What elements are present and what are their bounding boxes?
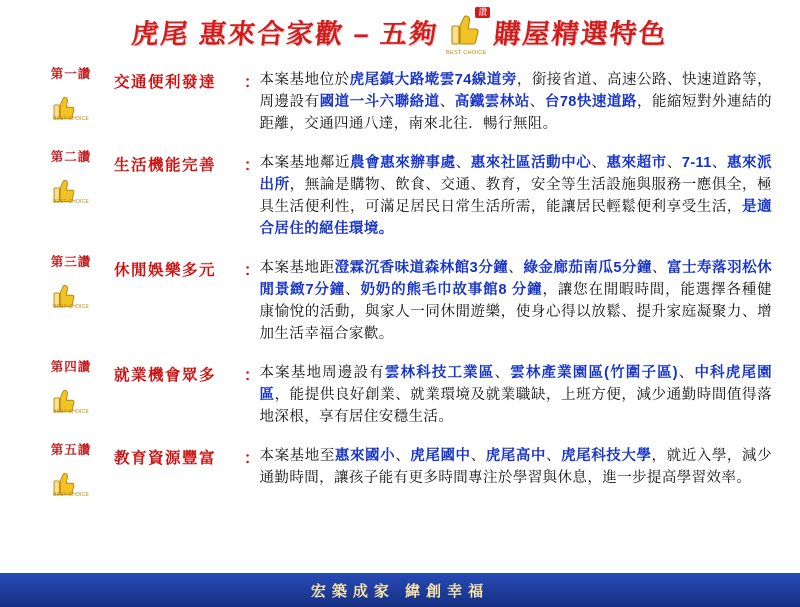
highlighted-text: 雲林科技工業區 (384, 365, 495, 382)
body-text: 、 (711, 155, 727, 172)
best-choice-badge (38, 458, 104, 498)
badge-caption: BEST CHOICE (52, 115, 89, 122)
highlighted-text: 澄霖沉香味道森林館3分鐘 (334, 260, 509, 277)
feature-row (28, 66, 772, 135)
feature-row (28, 149, 772, 240)
rank-label: 第五讚 (50, 443, 92, 458)
highlighted-text: 奶奶的熊毛巾故事館8 分鐘 (360, 282, 543, 299)
badge-caption-header: BEST CHOICE (446, 50, 487, 56)
body-text: ，銜接省道、高速公路、快速道路等，周邊設有 (259, 72, 772, 111)
body-text: ，能縮短對外連結的距離，交通四通八達，南來北往．暢行無阻。 (259, 94, 772, 133)
highlighted-text: 農會惠來辦事處 (350, 155, 456, 172)
feature-subject: 休閒娛樂多元 (114, 262, 217, 280)
footer-slogan: 宏築成家 緯創幸福 (310, 582, 490, 600)
highlighted-text: 是適合居住的絕佳環境。 (259, 199, 772, 238)
best-choice-badge (38, 82, 104, 122)
badge-caption: BEST CHOICE (52, 198, 89, 205)
feature-body (260, 66, 772, 135)
highlighted-text: 惠來派出所 (259, 155, 773, 194)
highlighted-text: 惠來社區活動中心 (470, 155, 592, 172)
feature-body (260, 254, 772, 345)
body-text: 本案基地周邊設有 (259, 365, 385, 382)
feature-list (0, 62, 800, 498)
feature-colon: ： (244, 367, 260, 385)
body-text: 、 (455, 155, 471, 172)
thumbs-up-icon (450, 13, 480, 47)
body-text: 、 (546, 448, 562, 465)
body-text: 、 (494, 365, 511, 382)
body-text: 、 (439, 94, 455, 111)
badge-column (28, 442, 114, 498)
body-text: 本案基地鄰近 (259, 155, 351, 172)
badge-caption: BEST CHOICE (52, 491, 89, 498)
page-title-left: 虎尾 惠來合家歡 – 五夠 (129, 18, 440, 49)
highlighted-text: 惠來超市 (606, 155, 667, 172)
body-text: 、 (395, 448, 411, 465)
badge-caption: BEST CHOICE (52, 408, 89, 415)
body-text: 、 (508, 260, 524, 277)
highlighted-text: 綠金廊茄南瓜5分鐘 (523, 260, 652, 277)
body-text: 、 (591, 155, 607, 172)
page-header (0, 0, 800, 62)
best-choice-badge (38, 270, 104, 310)
feature-colon: ： (244, 450, 260, 468)
badge-column (28, 149, 114, 205)
body-text: 本案基地位於 (259, 72, 350, 88)
page-footer (0, 573, 800, 607)
body-text: 、 (678, 365, 695, 382)
badge-column (28, 254, 114, 310)
rank-label: 第二讚 (50, 150, 92, 165)
body-text: 本案基地距 (259, 260, 335, 277)
badge-column (28, 359, 114, 415)
feature-subject: 教育資源豐富 (114, 450, 217, 468)
highlighted-text: 台78快速道路 (544, 94, 637, 111)
feature-row (28, 442, 772, 498)
body-text: 、 (666, 155, 682, 172)
best-choice-badge (38, 165, 104, 205)
highlighted-text: 中科虎尾園區 (259, 365, 773, 404)
highlighted-text: 國道一斗六聯絡道 (319, 94, 440, 111)
rank-label: 第四讚 (50, 360, 92, 375)
best-choice-badge-header (444, 7, 488, 55)
rank-label: 第一讚 (50, 67, 92, 81)
highlighted-text: 高鐵雲林站 (454, 94, 530, 111)
badge-caption: BEST CHOICE (52, 303, 89, 310)
body-text: 、 (529, 94, 545, 111)
badge-column (28, 66, 114, 122)
body-text: 、 (470, 448, 486, 465)
feature-body (260, 442, 772, 489)
body-text: 、 (345, 282, 361, 299)
highlighted-text: 惠來國小 (334, 448, 396, 465)
feature-subject: 生活機能完善 (114, 157, 217, 175)
body-text: ，能提供良好創業、就業環境及就業職缺，上班方便，減少通勤時間值得落地深根，享有居住安穩生活。 (259, 387, 772, 426)
body-text: 本案基地至 (259, 448, 335, 465)
rank-label: 第三讚 (50, 255, 92, 270)
best-choice-badge (38, 375, 104, 415)
body-text: ，無論是購物、飲食、交通、教育，安全等生活設施與服務一應俱全，極具生活便利性，可滿足居民日常生活所需，能讓居民輕鬆便利享受生活， (259, 177, 772, 216)
feature-colon: ： (244, 74, 260, 91)
highlighted-text: 虎尾高中 (485, 448, 546, 465)
feature-subject: 就業機會眾多 (114, 367, 217, 385)
highlighted-text: 雲林產業園區(竹圍子區) (510, 365, 679, 382)
body-text: ，讓您在閒暇時間，能選擇各種健康愉悅的活動，與家人一同休閒遊樂，使身心得以放鬆、提升家庭凝聚力、增加生活幸福合家歡。 (259, 282, 773, 343)
highlighted-text: 富士寿落羽松休閒景緻7分鐘 (259, 260, 772, 299)
feature-row (28, 254, 772, 345)
feature-colon: ： (244, 157, 260, 175)
page-title-right: 購屋精選特色 (492, 18, 670, 49)
highlighted-text: 虎尾國中 (410, 448, 471, 465)
body-text: 、 (652, 260, 668, 277)
feature-row (28, 359, 772, 428)
badge-ribbon-label: 讚 (475, 7, 490, 18)
feature-body (260, 359, 772, 428)
highlighted-text: 虎尾鎮大路墘雲74線道旁 (349, 72, 517, 88)
highlighted-text: 7-11 (681, 155, 712, 172)
body-text: ，就近入學，減少通勤時間，讓孩子能有更多時間專注於學習與休息，進一步提高學習效率。 (259, 448, 772, 487)
feature-body (260, 149, 772, 240)
highlighted-text: 虎尾科技大學 (561, 448, 652, 465)
feature-subject: 交通便利發達 (114, 74, 217, 91)
feature-colon: ： (244, 262, 260, 280)
